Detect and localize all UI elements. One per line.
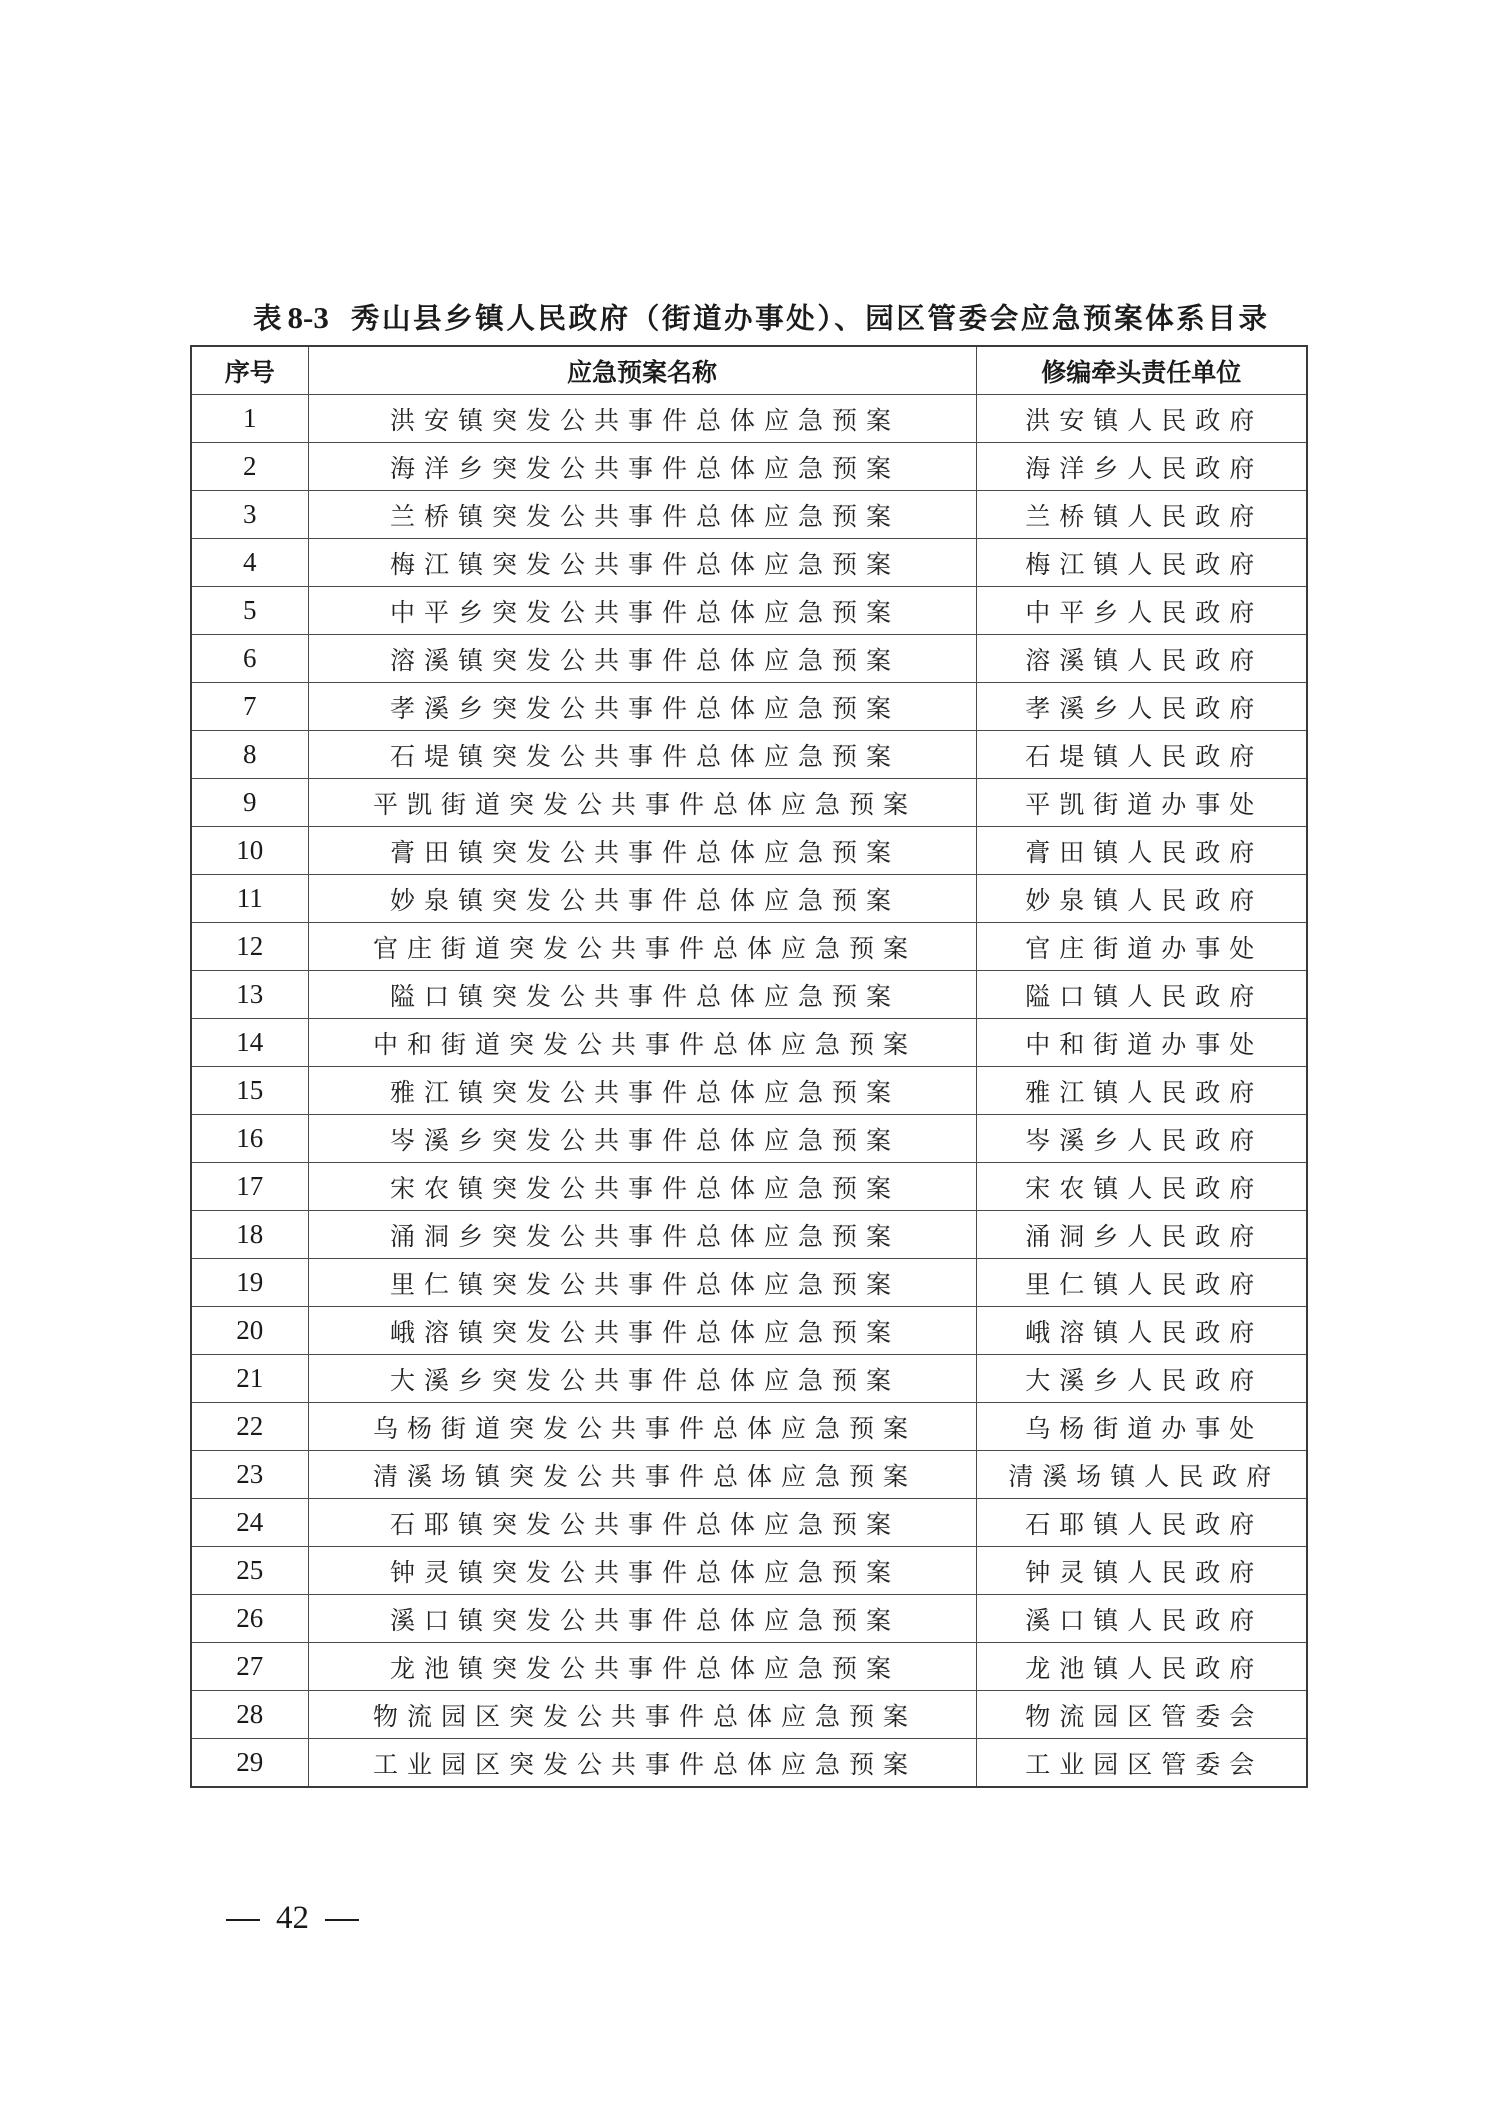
page-dash-left [226,1919,260,1921]
table-row [191,1211,1307,1259]
table-row [191,1739,1307,1788]
row-responsible-unit: 洪安镇人民政府 [976,395,1307,443]
page-dash-right [325,1919,359,1921]
row-responsible-unit: 隘口镇人民政府 [976,971,1307,1019]
row-plan-name: 物流园区突发公共事件总体应急预案 [308,1691,976,1739]
row-serial-number: 1 [191,395,308,443]
row-responsible-unit: 中平乡人民政府 [976,587,1307,635]
row-responsible-unit: 官庄街道办事处 [976,923,1307,971]
row-plan-name: 宋农镇突发公共事件总体应急预案 [308,1163,976,1211]
table-row [191,1643,1307,1691]
row-responsible-unit: 膏田镇人民政府 [976,827,1307,875]
table-row [191,1547,1307,1595]
row-responsible-unit: 溪口镇人民政府 [976,1595,1307,1643]
row-serial-number: 26 [191,1595,308,1643]
row-serial-number: 25 [191,1547,308,1595]
row-plan-name: 乌杨街道突发公共事件总体应急预案 [308,1403,976,1451]
table-row [191,1691,1307,1739]
table-body [191,395,1307,1788]
row-plan-name: 中和街道突发公共事件总体应急预案 [308,1019,976,1067]
row-responsible-unit: 石耶镇人民政府 [976,1499,1307,1547]
row-plan-name: 平凯街道突发公共事件总体应急预案 [308,779,976,827]
row-serial-number: 10 [191,827,308,875]
table-row [191,731,1307,779]
row-responsible-unit: 峨溶镇人民政府 [976,1307,1307,1355]
table-row [191,1355,1307,1403]
table-row [191,1163,1307,1211]
page-number-footer [226,1898,359,1938]
table-row [191,1067,1307,1115]
row-responsible-unit: 龙池镇人民政府 [976,1643,1307,1691]
table-row [191,443,1307,491]
table-row [191,1403,1307,1451]
row-serial-number: 9 [191,779,308,827]
row-responsible-unit: 清溪场镇人民政府 [976,1451,1307,1499]
row-serial-number: 28 [191,1691,308,1739]
table-row [191,779,1307,827]
row-responsible-unit: 工业园区管委会 [976,1739,1307,1788]
row-responsible-unit: 中和街道办事处 [976,1019,1307,1067]
row-serial-number: 12 [191,923,308,971]
row-plan-name: 石堤镇突发公共事件总体应急预案 [308,731,976,779]
row-plan-name: 溶溪镇突发公共事件总体应急预案 [308,635,976,683]
row-plan-name: 雅江镇突发公共事件总体应急预案 [308,1067,976,1115]
row-plan-name: 兰桥镇突发公共事件总体应急预案 [308,491,976,539]
row-responsible-unit: 妙泉镇人民政府 [976,875,1307,923]
row-plan-name: 岑溪乡突发公共事件总体应急预案 [308,1115,976,1163]
table-row [191,539,1307,587]
row-responsible-unit: 宋农镇人民政府 [976,1163,1307,1211]
table-row [191,923,1307,971]
row-plan-name: 龙池镇突发公共事件总体应急预案 [308,1643,976,1691]
row-serial-number: 19 [191,1259,308,1307]
row-responsible-unit: 大溪乡人民政府 [976,1355,1307,1403]
row-responsible-unit: 涌洞乡人民政府 [976,1211,1307,1259]
row-serial-number: 16 [191,1115,308,1163]
table-number: 8-3 [287,300,329,335]
row-serial-number: 15 [191,1067,308,1115]
table-row [191,1499,1307,1547]
table-row [191,1115,1307,1163]
row-plan-name: 中平乡突发公共事件总体应急预案 [308,587,976,635]
table-header-row [191,346,1307,395]
row-serial-number: 7 [191,683,308,731]
row-plan-name: 大溪乡突发公共事件总体应急预案 [308,1355,976,1403]
row-serial-number: 22 [191,1403,308,1451]
row-serial-number: 11 [191,875,308,923]
row-responsible-unit: 物流园区管委会 [976,1691,1307,1739]
row-plan-name: 妙泉镇突发公共事件总体应急预案 [308,875,976,923]
row-plan-name: 溪口镇突发公共事件总体应急预案 [308,1595,976,1643]
row-plan-name: 涌洞乡突发公共事件总体应急预案 [308,1211,976,1259]
row-plan-name: 石耶镇突发公共事件总体应急预案 [308,1499,976,1547]
row-plan-name: 隘口镇突发公共事件总体应急预案 [308,971,976,1019]
table-row [191,587,1307,635]
row-responsible-unit: 平凯街道办事处 [976,779,1307,827]
row-serial-number: 8 [191,731,308,779]
table-row [191,491,1307,539]
row-serial-number: 2 [191,443,308,491]
row-serial-number: 23 [191,1451,308,1499]
row-responsible-unit: 石堤镇人民政府 [976,731,1307,779]
row-plan-name: 工业园区突发公共事件总体应急预案 [308,1739,976,1788]
table-title: 秀山县乡镇人民政府（街道办事处）、园区管委会应急预案体系目录 [350,302,1270,335]
row-plan-name: 洪安镇突发公共事件总体应急预案 [308,395,976,443]
emergency-plan-table [190,345,1308,1788]
row-plan-name: 梅江镇突发公共事件总体应急预案 [308,539,976,587]
row-serial-number: 18 [191,1211,308,1259]
table-label: 表 [253,302,282,335]
row-plan-name: 孝溪乡突发公共事件总体应急预案 [308,683,976,731]
table-row [191,635,1307,683]
row-serial-number: 17 [191,1163,308,1211]
row-serial-number: 14 [191,1019,308,1067]
row-plan-name: 峨溶镇突发公共事件总体应急预案 [308,1307,976,1355]
table-row [191,971,1307,1019]
table-row [191,1307,1307,1355]
table-row [191,1595,1307,1643]
header-responsible-unit: 修编牵头责任单位 [976,346,1307,395]
row-serial-number: 29 [191,1739,308,1788]
row-serial-number: 21 [191,1355,308,1403]
header-plan-name: 应急预案名称 [308,346,976,395]
row-serial-number: 27 [191,1643,308,1691]
row-responsible-unit: 岑溪乡人民政府 [976,1115,1307,1163]
row-responsible-unit: 钟灵镇人民政府 [976,1547,1307,1595]
table-row [191,395,1307,443]
row-plan-name: 官庄街道突发公共事件总体应急预案 [308,923,976,971]
row-serial-number: 20 [191,1307,308,1355]
row-responsible-unit: 雅江镇人民政府 [976,1067,1307,1115]
row-serial-number: 3 [191,491,308,539]
table-row [191,1259,1307,1307]
row-plan-name: 膏田镇突发公共事件总体应急预案 [308,827,976,875]
page-number: 42 [276,1900,309,1936]
row-serial-number: 24 [191,1499,308,1547]
row-plan-name: 钟灵镇突发公共事件总体应急预案 [308,1547,976,1595]
row-plan-name: 海洋乡突发公共事件总体应急预案 [308,443,976,491]
row-responsible-unit: 里仁镇人民政府 [976,1259,1307,1307]
row-responsible-unit: 兰桥镇人民政府 [976,491,1307,539]
row-responsible-unit: 海洋乡人民政府 [976,443,1307,491]
table-row [191,875,1307,923]
row-responsible-unit: 梅江镇人民政府 [976,539,1307,587]
row-serial-number: 5 [191,587,308,635]
row-plan-name: 里仁镇突发公共事件总体应急预案 [308,1259,976,1307]
table-row [191,1451,1307,1499]
row-serial-number: 6 [191,635,308,683]
row-plan-name: 清溪场镇突发公共事件总体应急预案 [308,1451,976,1499]
table-row [191,683,1307,731]
table-row [191,827,1307,875]
table-row [191,1019,1307,1067]
row-responsible-unit: 乌杨街道办事处 [976,1403,1307,1451]
row-responsible-unit: 溶溪镇人民政府 [976,635,1307,683]
header-serial-number: 序号 [191,346,308,395]
row-serial-number: 4 [191,539,308,587]
table-caption [253,296,1270,340]
row-serial-number: 13 [191,971,308,1019]
row-responsible-unit: 孝溪乡人民政府 [976,683,1307,731]
